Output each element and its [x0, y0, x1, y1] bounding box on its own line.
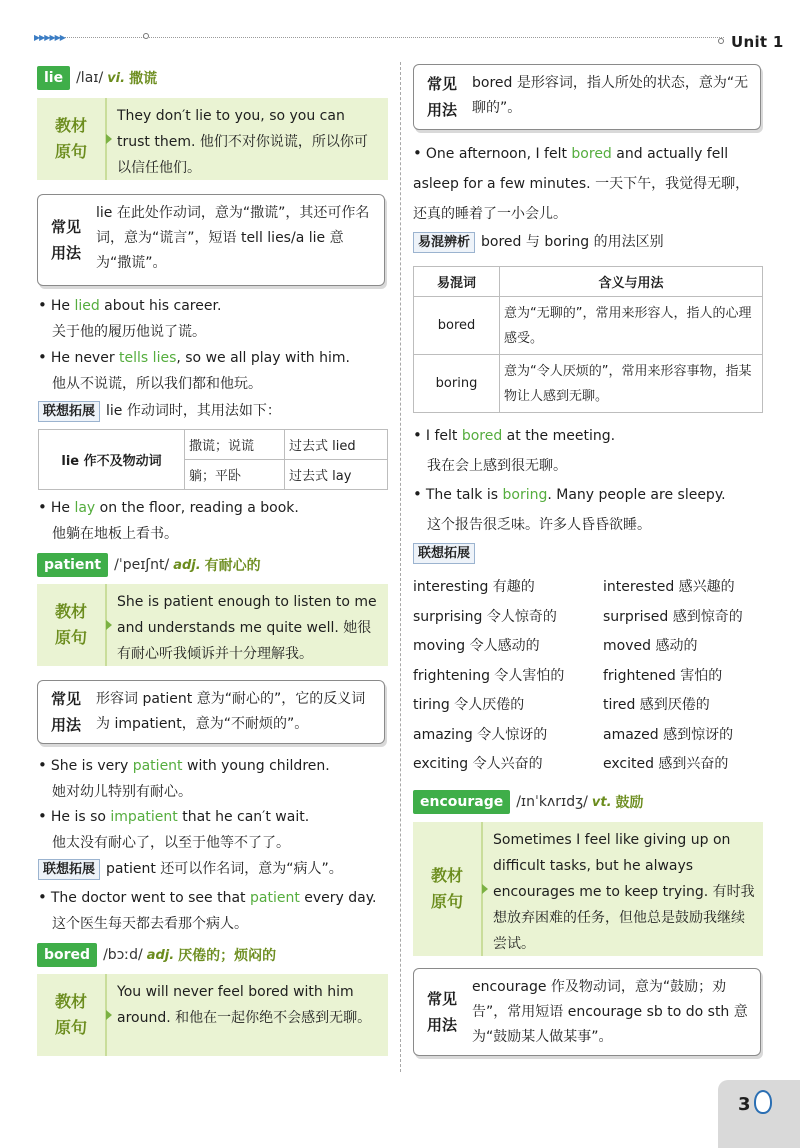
- expand-tag: 联想拓展 patient 还可以作名词，意为“病人”。: [38, 858, 343, 880]
- triangle-icon: [106, 1010, 112, 1020]
- example: • The doctor went to see that patient every day. 这个医生每天都去看那个病人。: [38, 884, 398, 937]
- headword: lie: [37, 66, 70, 90]
- triangle-icon: [482, 884, 488, 894]
- page-number-tab: [718, 1080, 800, 1148]
- entry-bored-header: [37, 943, 276, 967]
- header-dot-icon: [143, 33, 149, 39]
- lie-usage-table: lie 作不及物动词 撒谎；说谎 过去式 lied 躺；平卧 过去式 lay: [38, 429, 388, 490]
- usage-text: 形容词 patient 意为“耐心的”，它的反义词为 impatient，意为“不耐烦的”。: [96, 691, 366, 732]
- column-divider: [400, 62, 401, 1072]
- example: • One afternoon, I felt bored and actually fell asleep for a few minutes. 一天下午，我觉得无聊，还真的睡着了一小会儿。: [413, 138, 763, 229]
- confuse-tag: 易混辨析 bored 与 boring 的用法区别: [413, 231, 664, 253]
- usage-label: 常见 用法: [50, 690, 81, 734]
- usage-label: 常见 用法: [50, 218, 81, 262]
- pair-list-left: interesting 有趣的 surprising 令人惊奇的 moving 令人感动的 frightening 令人害怕的 tiring 令人厌倦的 amazing 令人惊讶的 exciting 令人兴奋的: [413, 579, 565, 772]
- example: • He lied about his career. 关于他的履历他说了谎。: [38, 292, 398, 345]
- unit-label: Unit 1: [731, 33, 784, 51]
- expand-tag: 联想拓展: [413, 543, 481, 564]
- textbook-label: 教材 原句: [413, 822, 483, 956]
- part-of-speech: vt.: [591, 794, 612, 810]
- pair-list-right: interested 感兴趣的 surprised 感到惊奇的 moved 感动的 frightened 害怕的 tired 感到厌倦的 amazed 感到惊讶的 excited 感到兴奋的: [603, 579, 743, 772]
- meaning: 鼓励: [615, 795, 644, 811]
- usage-box: [413, 64, 761, 130]
- textbook-sentence-box: [413, 822, 763, 956]
- phonetic: /ɪnˈkʌrɪdʒ/: [516, 794, 588, 810]
- header-dot-icon: [718, 38, 724, 44]
- example: • The talk is boring. Many people are sleepy. 这个报告很乏味。许多人昏昏欲睡。: [413, 479, 773, 540]
- meaning: 厌倦的；烦闷的: [178, 948, 277, 964]
- part-of-speech: adj.: [146, 947, 175, 963]
- expand-tag: 联想拓展 lie 作动词时，其用法如下：: [38, 400, 281, 422]
- textbook-label: 教材 原句: [37, 584, 107, 666]
- usage-text: encourage 作及物动词，意为“鼓励；劝告”，常用短语 encourage sb to do sth 意为“鼓励某人做某事”。: [472, 979, 748, 1045]
- example: • He never tells lies, so we all play with him. 他从不说谎，所以我们都和他玩。: [38, 344, 398, 397]
- textbook-label: 教材 原句: [37, 974, 107, 1056]
- triangle-icon: [106, 134, 112, 144]
- entry-encourage-header: [413, 790, 644, 814]
- usage-box: [413, 968, 761, 1056]
- bored-boring-table: 易混词 含义与用法 bored 意为“无聊的”，常用来形容人，指人的心理感受。 boring 意为“令人厌烦的”，常用来形容事物，指某物让人感到无聊。: [413, 266, 763, 413]
- entry-lie-header: [37, 66, 157, 90]
- textbook-text: She is patient enough to listen to me and understands me quite well. 她很有耐心听我倾诉并十分理解我。: [117, 594, 377, 662]
- usage-text: lie 在此处作动词，意为“撒谎”，其还可作名词，意为“谎言”，短语 tell lies/a lie 意为“撒谎”。: [96, 205, 370, 271]
- headword: encourage: [413, 790, 510, 814]
- textbook-sentence-box: [37, 974, 388, 1056]
- meaning: 有耐心的: [204, 558, 261, 574]
- textbook-text: You will never feel bored with him around. 和他在一起你绝不会感到无聊。: [117, 984, 372, 1026]
- header-arrows-icon: ▶▶▶▶▶▶: [34, 33, 65, 42]
- textbook-text: Sometimes I feel like giving up on difficult tasks, but he always encourages me to keep trying. 有时我想放弃困难的任务，但他总是鼓励我继续尝试。: [493, 832, 755, 952]
- example: • He is so impatient that he can′t wait. 他太没有耐心了，以至于他等不了了。: [38, 803, 398, 856]
- balloon-icon: [754, 1090, 772, 1114]
- entry-patient-header: [37, 553, 261, 577]
- usage-label: 常见 用法: [426, 990, 457, 1034]
- usage-text: bored 是形容词，指人所处的状态，意为“无聊的”。: [472, 75, 749, 116]
- headword: bored: [37, 943, 97, 967]
- part-of-speech: vi.: [107, 70, 126, 86]
- page-number: 3: [738, 1094, 751, 1115]
- textbook-text: They don′t lie to you, so you can trust them. 他们不对你说谎，所以你可以信任他们。: [117, 108, 368, 176]
- headword: patient: [37, 553, 108, 577]
- textbook-label: 教材 原句: [37, 98, 107, 180]
- phonetic: /bɔːd/: [103, 947, 143, 963]
- usage-box: [37, 194, 385, 286]
- phonetic: /ˈpeɪʃnt/: [114, 557, 170, 573]
- part-of-speech: adj.: [173, 557, 201, 573]
- example: • I felt bored at the meeting. 我在会上感到很无聊。: [413, 420, 773, 481]
- textbook-sentence-box: [37, 98, 388, 180]
- example: • He lay on the floor, reading a book. 他躺在地板上看书。: [38, 494, 398, 547]
- triangle-icon: [106, 620, 112, 630]
- usage-label: 常见 用法: [426, 75, 457, 119]
- usage-box: [37, 680, 385, 744]
- header-rule: [36, 37, 724, 38]
- textbook-sentence-box: [37, 584, 388, 666]
- meaning: 撒谎: [129, 71, 158, 87]
- phonetic: /laɪ/: [76, 70, 104, 86]
- example: • She is very patient with young children. 她对幼儿特别有耐心。: [38, 752, 398, 805]
